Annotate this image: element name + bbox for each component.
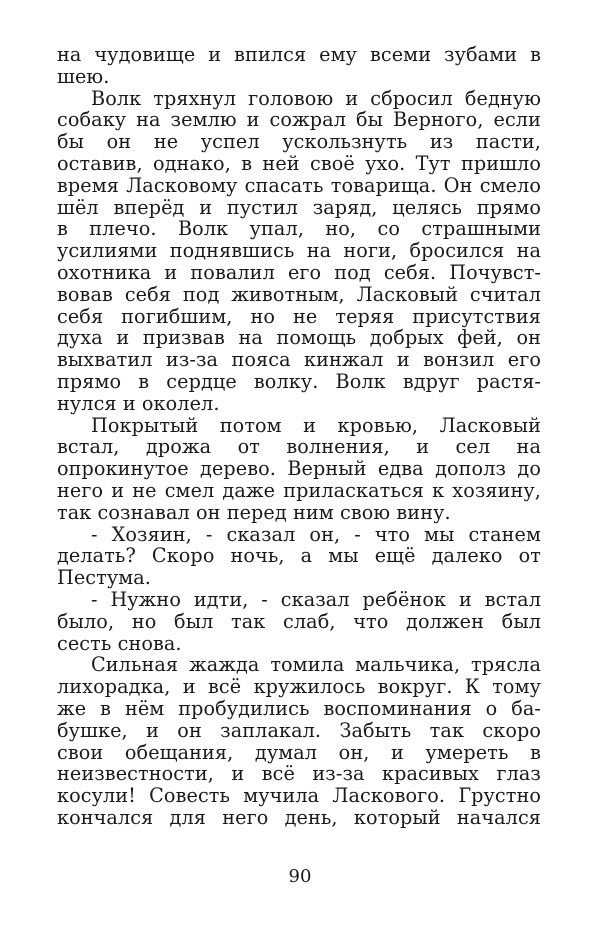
text-line: усилиями поднявшись на ноги, бросился на: [57, 239, 541, 263]
text-line: делать? Скоро ночь, а мы ещё далеко от: [57, 544, 541, 568]
text-line: шею.: [57, 64, 110, 88]
text-line: кончался для него день, который начался: [57, 805, 541, 829]
text-line: - Нужно идти, - сказал ребёнок и встал: [91, 587, 541, 611]
text-line: - Хозяин, - сказал он, - что мы станем: [91, 522, 541, 546]
text-line: встал, дрожа от волнения, и сел на: [57, 435, 541, 459]
text-line: Пестума.: [57, 566, 152, 590]
paragraph-2: [57, 88, 541, 415]
paragraph-5-dialogue: [57, 589, 541, 654]
text-line: прямо в сердце волку. Волк вдруг растя-: [57, 369, 541, 393]
text-line: вовав себя под животным, Ласковый считал: [57, 282, 541, 306]
text-line: свои обещания, думал он, и умереть в: [57, 740, 541, 764]
text-line: неизвестности, и всё из-за красивых глаз: [57, 762, 541, 786]
text-line: оставив, однако, в ней своё ухо. Тут пришло: [57, 151, 541, 175]
text-line: шёл вперёд и пустил заряд, целясь прямо: [57, 195, 541, 219]
paragraph-6: [57, 654, 541, 828]
paragraph-1: [57, 44, 541, 88]
paragraph-3: [57, 415, 541, 524]
text-line: опрокинутое дерево. Верный едва дополз до: [57, 457, 541, 481]
book-page-text: [57, 44, 541, 829]
text-line: бушке, и он заплакал. Забыть так скоро: [57, 718, 541, 742]
page-number: 90: [288, 866, 312, 887]
text-line: него и не смел даже приласкаться к хозяину,: [57, 478, 541, 502]
text-line: Волк тряхнул головою и сбросил бедную: [91, 86, 541, 110]
text-line: бы он не успел ускользнуть из пасти,: [57, 130, 541, 154]
text-line: лихорадка, и всё кружилось вокруг. К тому: [57, 675, 541, 699]
text-line: время Ласковому спасать товарища. Он смело: [57, 173, 541, 197]
text-line: было, но был так слаб, что должен был: [57, 609, 541, 633]
text-line: охотника и повалил его под себя. Почувст-: [57, 260, 541, 284]
text-line: так сознавал он перед ним свою вину.: [57, 500, 451, 524]
text-line: Покрытый потом и кровью, Ласковый: [91, 413, 541, 437]
text-line: косули! Совесть мучила Ласкового. Грустно: [57, 784, 541, 808]
text-line: себя погибшим, но не теряя присутствия: [57, 304, 541, 328]
paragraph-4-dialogue: [57, 524, 541, 589]
text-line: выхватил из-за пояса кинжал и вонзил его: [57, 348, 541, 372]
text-line: в плечо. Волк упал, но, со страшными: [57, 217, 541, 241]
text-line: нулся и околел.: [57, 391, 220, 415]
text-line: собаку на землю и сожрал бы Верного, если: [57, 108, 541, 132]
text-line: сесть снова.: [57, 631, 182, 655]
text-line: духа и призвав на помощь добрых фей, он: [57, 326, 541, 350]
text-line: же в нём пробудились воспоминания о ба-: [57, 696, 541, 720]
text-line: на чудовище и впился ему всеми зубами в: [57, 43, 541, 66]
text-line: Сильная жажда томила мальчика, трясла: [91, 653, 541, 677]
